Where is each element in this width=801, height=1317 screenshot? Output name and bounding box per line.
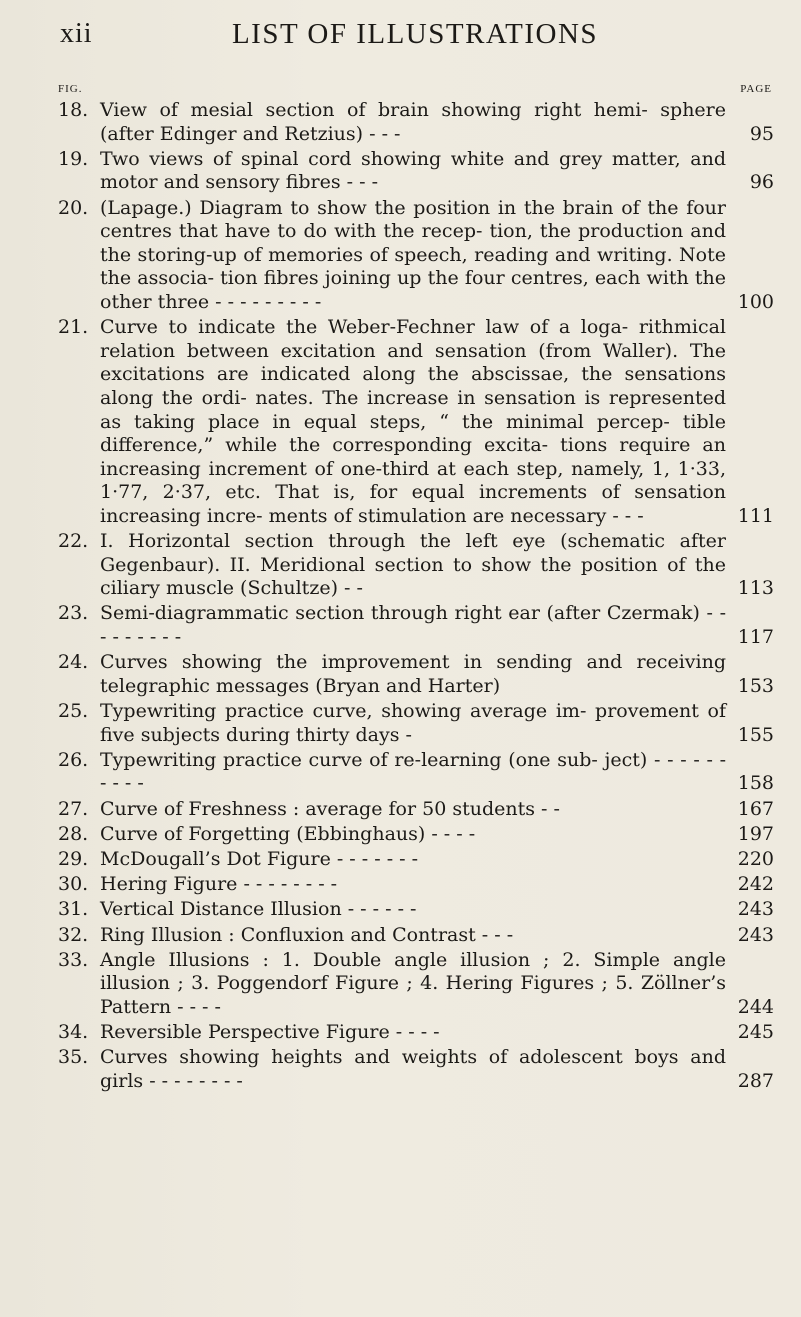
page-reference: 242: [737, 873, 774, 896]
running-title: LIST OF ILLUSTRATIONS: [231, 18, 599, 50]
figure-caption: [100, 197, 732, 315]
page-reference: 197: [737, 822, 774, 845]
dot-leader: - - - - - - - - - -: [100, 748, 726, 795]
list-item: [58, 530, 774, 601]
figure-number: 25.: [58, 700, 89, 722]
fig-column-label: FIG.: [58, 83, 83, 95]
list-item: [58, 148, 774, 195]
page-reference: 113: [737, 577, 774, 600]
caption-text: View of mesial section of brain showing right hemi- sphere (after Edinger and Retzius): [100, 99, 726, 145]
figure-number: 24.: [58, 651, 89, 674]
page-header: [60, 18, 770, 58]
figure-number: 35.: [58, 1046, 89, 1069]
illustrations-list: [58, 99, 774, 1095]
list-item: [58, 848, 774, 872]
caption-text: Hering Figure: [100, 873, 238, 896]
caption-text: Curve of Freshness : average for 50 students: [100, 797, 535, 820]
figure-caption: [100, 651, 732, 698]
figure-caption: [100, 749, 732, 796]
page-reference: 167: [737, 797, 774, 820]
figure-number: 32.: [58, 923, 89, 946]
figure-caption: [100, 700, 732, 747]
dot-leader: - - -: [475, 923, 514, 946]
caption-text: Typewriting practice curve of re-learning (one sub- ject): [100, 748, 648, 771]
figure-number: 29.: [58, 847, 89, 870]
figure-caption: [100, 949, 732, 1020]
figure-number: 31.: [58, 898, 89, 921]
page-reference: 287: [737, 1069, 774, 1092]
list-item: [58, 99, 774, 146]
page-reference: 153: [737, 674, 774, 697]
dot-leader: - - - - - - - - -: [209, 290, 322, 313]
list-item: [58, 749, 774, 796]
dot-leader: - - -: [363, 122, 401, 145]
figure-number: 18.: [58, 99, 89, 121]
figure-number: 19.: [58, 147, 89, 170]
figure-number: 30.: [58, 873, 89, 896]
figure-caption: [100, 148, 732, 195]
page-reference: 95: [749, 122, 774, 145]
caption-text: Vertical Distance Illusion: [100, 898, 342, 921]
page-reference: 245: [737, 1021, 774, 1044]
list-item: [58, 873, 774, 897]
caption-text: Curves showing heights and weights of adolescent boys and girls: [100, 1046, 726, 1092]
list-item: [58, 798, 774, 822]
list-item: [58, 316, 774, 528]
figure-caption: [100, 873, 732, 897]
page-number: xii: [60, 18, 93, 49]
figure-number: 28.: [58, 822, 89, 845]
caption-text: (Lapage.) Diagram to show the position in the brain of the four centres that have to do with the recep- tion, the production and the storing-up of memories of speech, reading and writing. Note the associa- tion fibres joining up the four centres, each with the other three: [100, 196, 726, 313]
list-item: [58, 197, 774, 315]
figure-caption: [100, 1046, 732, 1093]
figure-caption: [100, 848, 732, 872]
figure-number: 26.: [58, 748, 89, 771]
page-column-label: PAGE: [740, 83, 772, 95]
dot-leader: -: [399, 723, 412, 746]
figure-number: 33.: [58, 948, 89, 971]
figure-number: 21.: [58, 316, 89, 339]
list-item: [58, 898, 774, 922]
page-reference: 243: [737, 898, 774, 921]
caption-text: Semi-diagrammatic section through right ear (after Czermak): [100, 602, 700, 625]
dot-leader: - - - - - - - -: [143, 1069, 243, 1092]
dot-leader: - - - - - -: [341, 898, 417, 921]
list-item: [58, 1046, 774, 1093]
page-reference: 155: [737, 723, 774, 746]
dot-leader: - - - -: [171, 995, 221, 1018]
figure-number: 22.: [58, 530, 89, 553]
page-reference: 220: [737, 847, 774, 870]
page-reference: 96: [749, 171, 774, 194]
dot-leader: - - - -: [389, 1021, 440, 1044]
caption-text: Typewriting practice curve, showing average im- provement of five subjects during thirty days: [100, 700, 726, 746]
page-reference: 243: [737, 923, 774, 946]
figure-caption: [100, 898, 732, 922]
dot-leader: - -: [534, 797, 560, 820]
dot-leader: - - - -: [425, 822, 476, 845]
dot-leader: - - -: [606, 504, 644, 527]
column-labels: [58, 83, 772, 99]
figure-number: 23.: [58, 602, 89, 625]
figure-caption: [100, 924, 732, 948]
figure-caption: [100, 99, 732, 146]
list-item: [58, 602, 774, 649]
list-item: [58, 700, 774, 747]
caption-text: Angle Illusions : 1. Double angle illusion ; 2. Simple angle illusion ; 3. Poggendorf Figure ; 4. Hering Figures ; 5. Zöllner’s Pattern: [100, 948, 726, 1018]
dot-leader: - - - - - - - - -: [100, 602, 726, 649]
caption-text: Reversible Perspective Figure: [100, 1021, 390, 1044]
list-item: [58, 1021, 774, 1045]
figure-number: 27.: [58, 797, 89, 820]
list-item: [58, 949, 774, 1020]
caption-text: Curve to indicate the Weber-Fechner law of a loga- rithmical relation between excitation and sensation (from Waller). The excitations are indicated along the abscissae, the sensations along the ordi- nates. The increase in sensation is represented as taking place in equal steps, “ the minimal percep- tible difference,” while the corresponding excita- tions require an increasing increment of one-third at each step, namely, 1, 1·33, 1·77, 2·37, etc. That is, for equal increments of sensation increasing incre- ments of stimulation are necessary: [100, 316, 726, 527]
dot-leader: - - - - - - - -: [237, 873, 338, 896]
figure-caption: [100, 316, 732, 528]
page-reference: 158: [737, 772, 774, 795]
caption-text: McDougall’s Dot Figure: [100, 847, 331, 870]
caption-text: I. Horizontal section through the left eye (schematic after Gegenbaur). II. Meridional section to show the position of the ciliary muscle (Schultze): [100, 530, 726, 600]
page-reference: 100: [737, 290, 774, 313]
dot-leader: - - -: [340, 171, 378, 194]
figure-caption: [100, 798, 732, 822]
list-item: [58, 823, 774, 847]
list-item: [58, 651, 774, 698]
page-reference: 244: [737, 995, 774, 1018]
caption-text: Two views of spinal cord showing white and grey matter, and motor and sensory fibres: [100, 147, 726, 194]
page-reference: 117: [737, 626, 774, 649]
caption-text: Curve of Forgetting (Ebbinghaus): [100, 822, 426, 845]
figure-caption: [100, 1021, 732, 1045]
figure-number: 20.: [58, 196, 89, 219]
caption-text: Curves showing the improvement in sending and receiving telegraphic messages (Bryan and Harter): [100, 651, 726, 697]
figure-caption: [100, 602, 732, 649]
figure-caption: [100, 530, 732, 601]
page-reference: 111: [737, 504, 774, 527]
dot-leader: - - - - - - -: [330, 847, 419, 870]
figure-number: 34.: [58, 1021, 89, 1044]
dot-leader: - -: [337, 577, 363, 600]
list-item: [58, 924, 774, 948]
caption-text: Ring Illusion : Confluxion and Contrast: [100, 923, 476, 946]
figure-caption: [100, 823, 732, 847]
